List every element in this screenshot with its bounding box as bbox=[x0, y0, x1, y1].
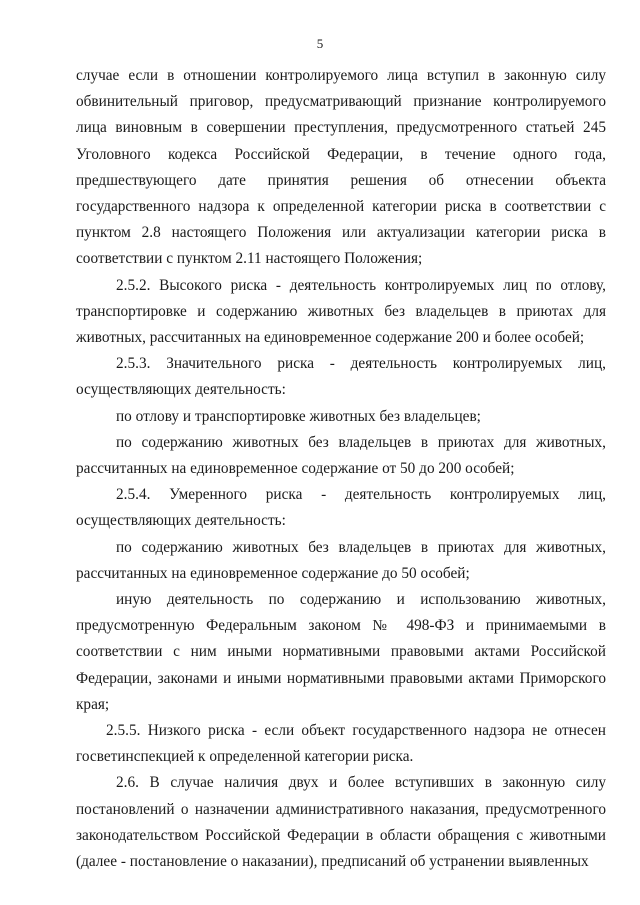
paragraph-2-5-2: 2.5.2. Высокого риска - деятельность контролируемых лиц по отлову, транспортировке и содержанию животных без владельцев в приютах для животных, рассчитанных на единовременное содержание 200 и более особей; bbox=[76, 276, 606, 347]
page-number: 5 bbox=[316, 36, 324, 51]
list-item-other-activity: иную деятельность по содержанию и использованию животных, предусмотренную Федеральным законом № 498-ФЗ и принимаемыми в соответствии с ним иными нормативными правовыми актами Российской Федерации, законами и иными нормативными правовыми актами Приморского края; bbox=[76, 591, 606, 713]
paragraph-2-5-3: 2.5.3. Значительного риска - деятельность контролируемых лиц, осуществляющих деятельность: bbox=[76, 355, 606, 399]
paragraph-continuation: случае если в отношении контролируемого лица вступил в законную силу обвинительный приговор, предусматривающий признание контролируемого лица виновным в совершении преступления, предусмотренного статьей 245 Уголовного кодекса Российской Федерации, в течение одного года, предшествующего дате принятия решения об отнесении объекта государственного надзора к определенной категории риска в соответствии с пунктом 2.8 настоящего Положения или актуализации категории риска в соответствии с пунктом 2.11 настоящего Положения; bbox=[76, 67, 606, 268]
paragraph-2-5-4: 2.5.4. Умеренного риска - деятельность контролируемых лиц, осуществляющих деятельность: bbox=[76, 486, 606, 530]
paragraph-2-6: 2.6. В случае наличия двух и более вступивших в законную силу постановлений о назначении административного наказания, предусмотренного законодательством Российской Федерации в области обращения с животными (далее - постановление о наказании), предписаний об устранении выявленных bbox=[76, 774, 606, 871]
paragraph-2-5-5: 2.5.5. Низкого риска - если объект государственного надзора не отнесен госветинспекцией к определенной категории риска. bbox=[76, 722, 606, 766]
list-item-capture: по отлову и транспортировке животных без владельцев; bbox=[116, 407, 481, 425]
list-item-keeping-50-200: по содержанию животных без владельцев в приютах для животных, рассчитанных на единовременное содержание от 50 до 200 особей; bbox=[76, 433, 606, 478]
list-item-keeping-under-50: по содержанию животных без владельцев в приютах для животных, рассчитанных на единовременное содержание до 50 особей; bbox=[76, 538, 606, 582]
document-body bbox=[76, 63, 606, 875]
